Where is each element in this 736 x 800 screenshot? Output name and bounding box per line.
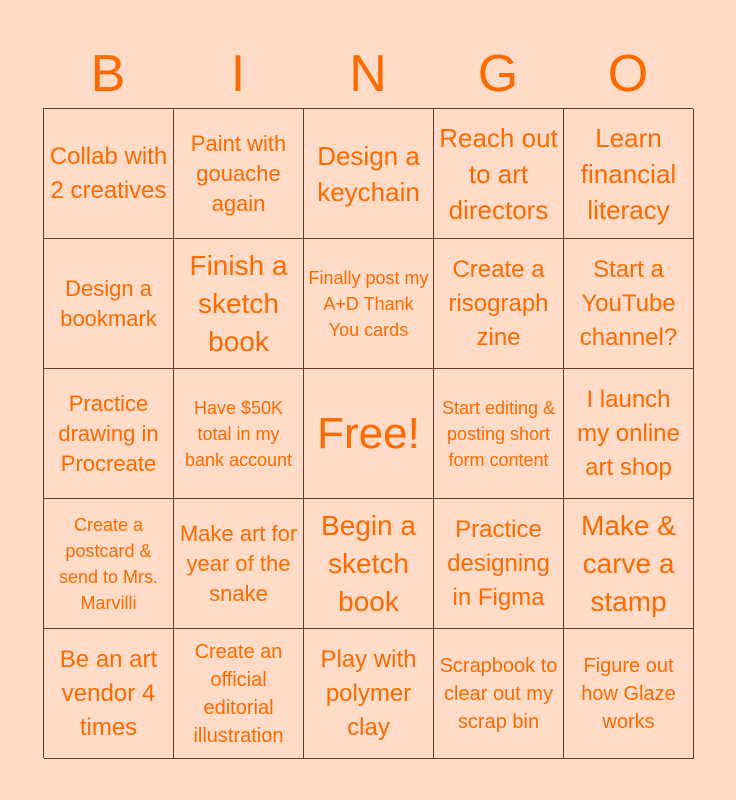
cell-text: Create a postcard & send to Mrs. Marvilli	[58, 514, 159, 613]
bingo-cell[interactable]	[304, 239, 434, 369]
bingo-cell[interactable]	[564, 629, 694, 759]
bingo-cell[interactable]	[304, 629, 434, 759]
bingo-cell[interactable]	[434, 629, 564, 759]
bingo-cell[interactable]	[304, 109, 434, 239]
cell-text: Make art for year of the snake	[179, 520, 298, 606]
bingo-cell[interactable]	[174, 239, 304, 369]
cell-text: Free!	[317, 408, 420, 458]
cell-text: Paint with gouache again	[190, 130, 287, 216]
bingo-header	[43, 40, 693, 108]
bingo-cell[interactable]	[44, 629, 174, 759]
bingo-cell[interactable]	[304, 499, 434, 629]
bingo-cell[interactable]	[174, 629, 304, 759]
bingo-cell[interactable]	[564, 369, 694, 499]
bingo-cell[interactable]	[44, 499, 174, 629]
header-letter-n: N	[349, 45, 387, 103]
cell-text: Scrapbook to clear out my scrap bin	[439, 654, 558, 733]
cell-text: Figure out how Glaze works	[581, 654, 676, 733]
cell-text: Finish a sketch book	[189, 249, 288, 357]
cell-text: Play with polymer clay	[320, 645, 417, 741]
cell-text: Design a keychain	[317, 140, 420, 207]
bingo-board	[43, 108, 693, 758]
cell-text: Be an art vendor 4 times	[59, 645, 158, 741]
cell-text: Practice designing in Figma	[447, 515, 550, 611]
cell-text: Reach out to art directors	[439, 122, 558, 225]
bingo-cell[interactable]	[174, 499, 304, 629]
cell-text: Start a YouTube channel?	[579, 255, 678, 351]
cell-text: Create an official editorial illustration	[193, 640, 284, 747]
cell-text: Design a bookmark	[60, 275, 157, 331]
bingo-cell[interactable]	[44, 239, 174, 369]
cell-text: Create a risograph zine	[448, 255, 549, 351]
bingo-cell[interactable]	[564, 239, 694, 369]
bingo-cell[interactable]	[564, 499, 694, 629]
cell-text: Learn financial literacy	[580, 122, 677, 225]
cell-text: Have $50K total in my bank account	[184, 397, 293, 470]
header-letter-b: B	[90, 45, 126, 103]
header-letter-g: G	[477, 45, 519, 103]
bingo-cell[interactable]	[434, 499, 564, 629]
bingo-cell[interactable]	[434, 369, 564, 499]
cell-text: Collab with 2 creatives	[49, 142, 168, 204]
bingo-cell[interactable]	[44, 109, 174, 239]
cell-text: Start editing & posting short form content	[441, 397, 556, 470]
cell-text: Practice drawing in Procreate	[58, 390, 159, 476]
bingo-cell[interactable]	[174, 109, 304, 239]
header-letter-i: I	[230, 45, 246, 103]
header-letter-o: O	[607, 45, 649, 103]
cell-text: I launch my online art shop	[577, 385, 680, 481]
bingo-cell[interactable]	[44, 369, 174, 499]
cell-text: Finally post my A+D Thank You cards	[308, 267, 429, 340]
cell-text: Begin a sketch book	[321, 509, 416, 617]
free-space-cell[interactable]	[304, 369, 434, 499]
bingo-cell[interactable]	[434, 239, 564, 369]
bingo-cell[interactable]	[434, 109, 564, 239]
bingo-cell[interactable]	[174, 369, 304, 499]
cell-text: Make & carve a stamp	[581, 509, 676, 617]
bingo-cell[interactable]	[564, 109, 694, 239]
